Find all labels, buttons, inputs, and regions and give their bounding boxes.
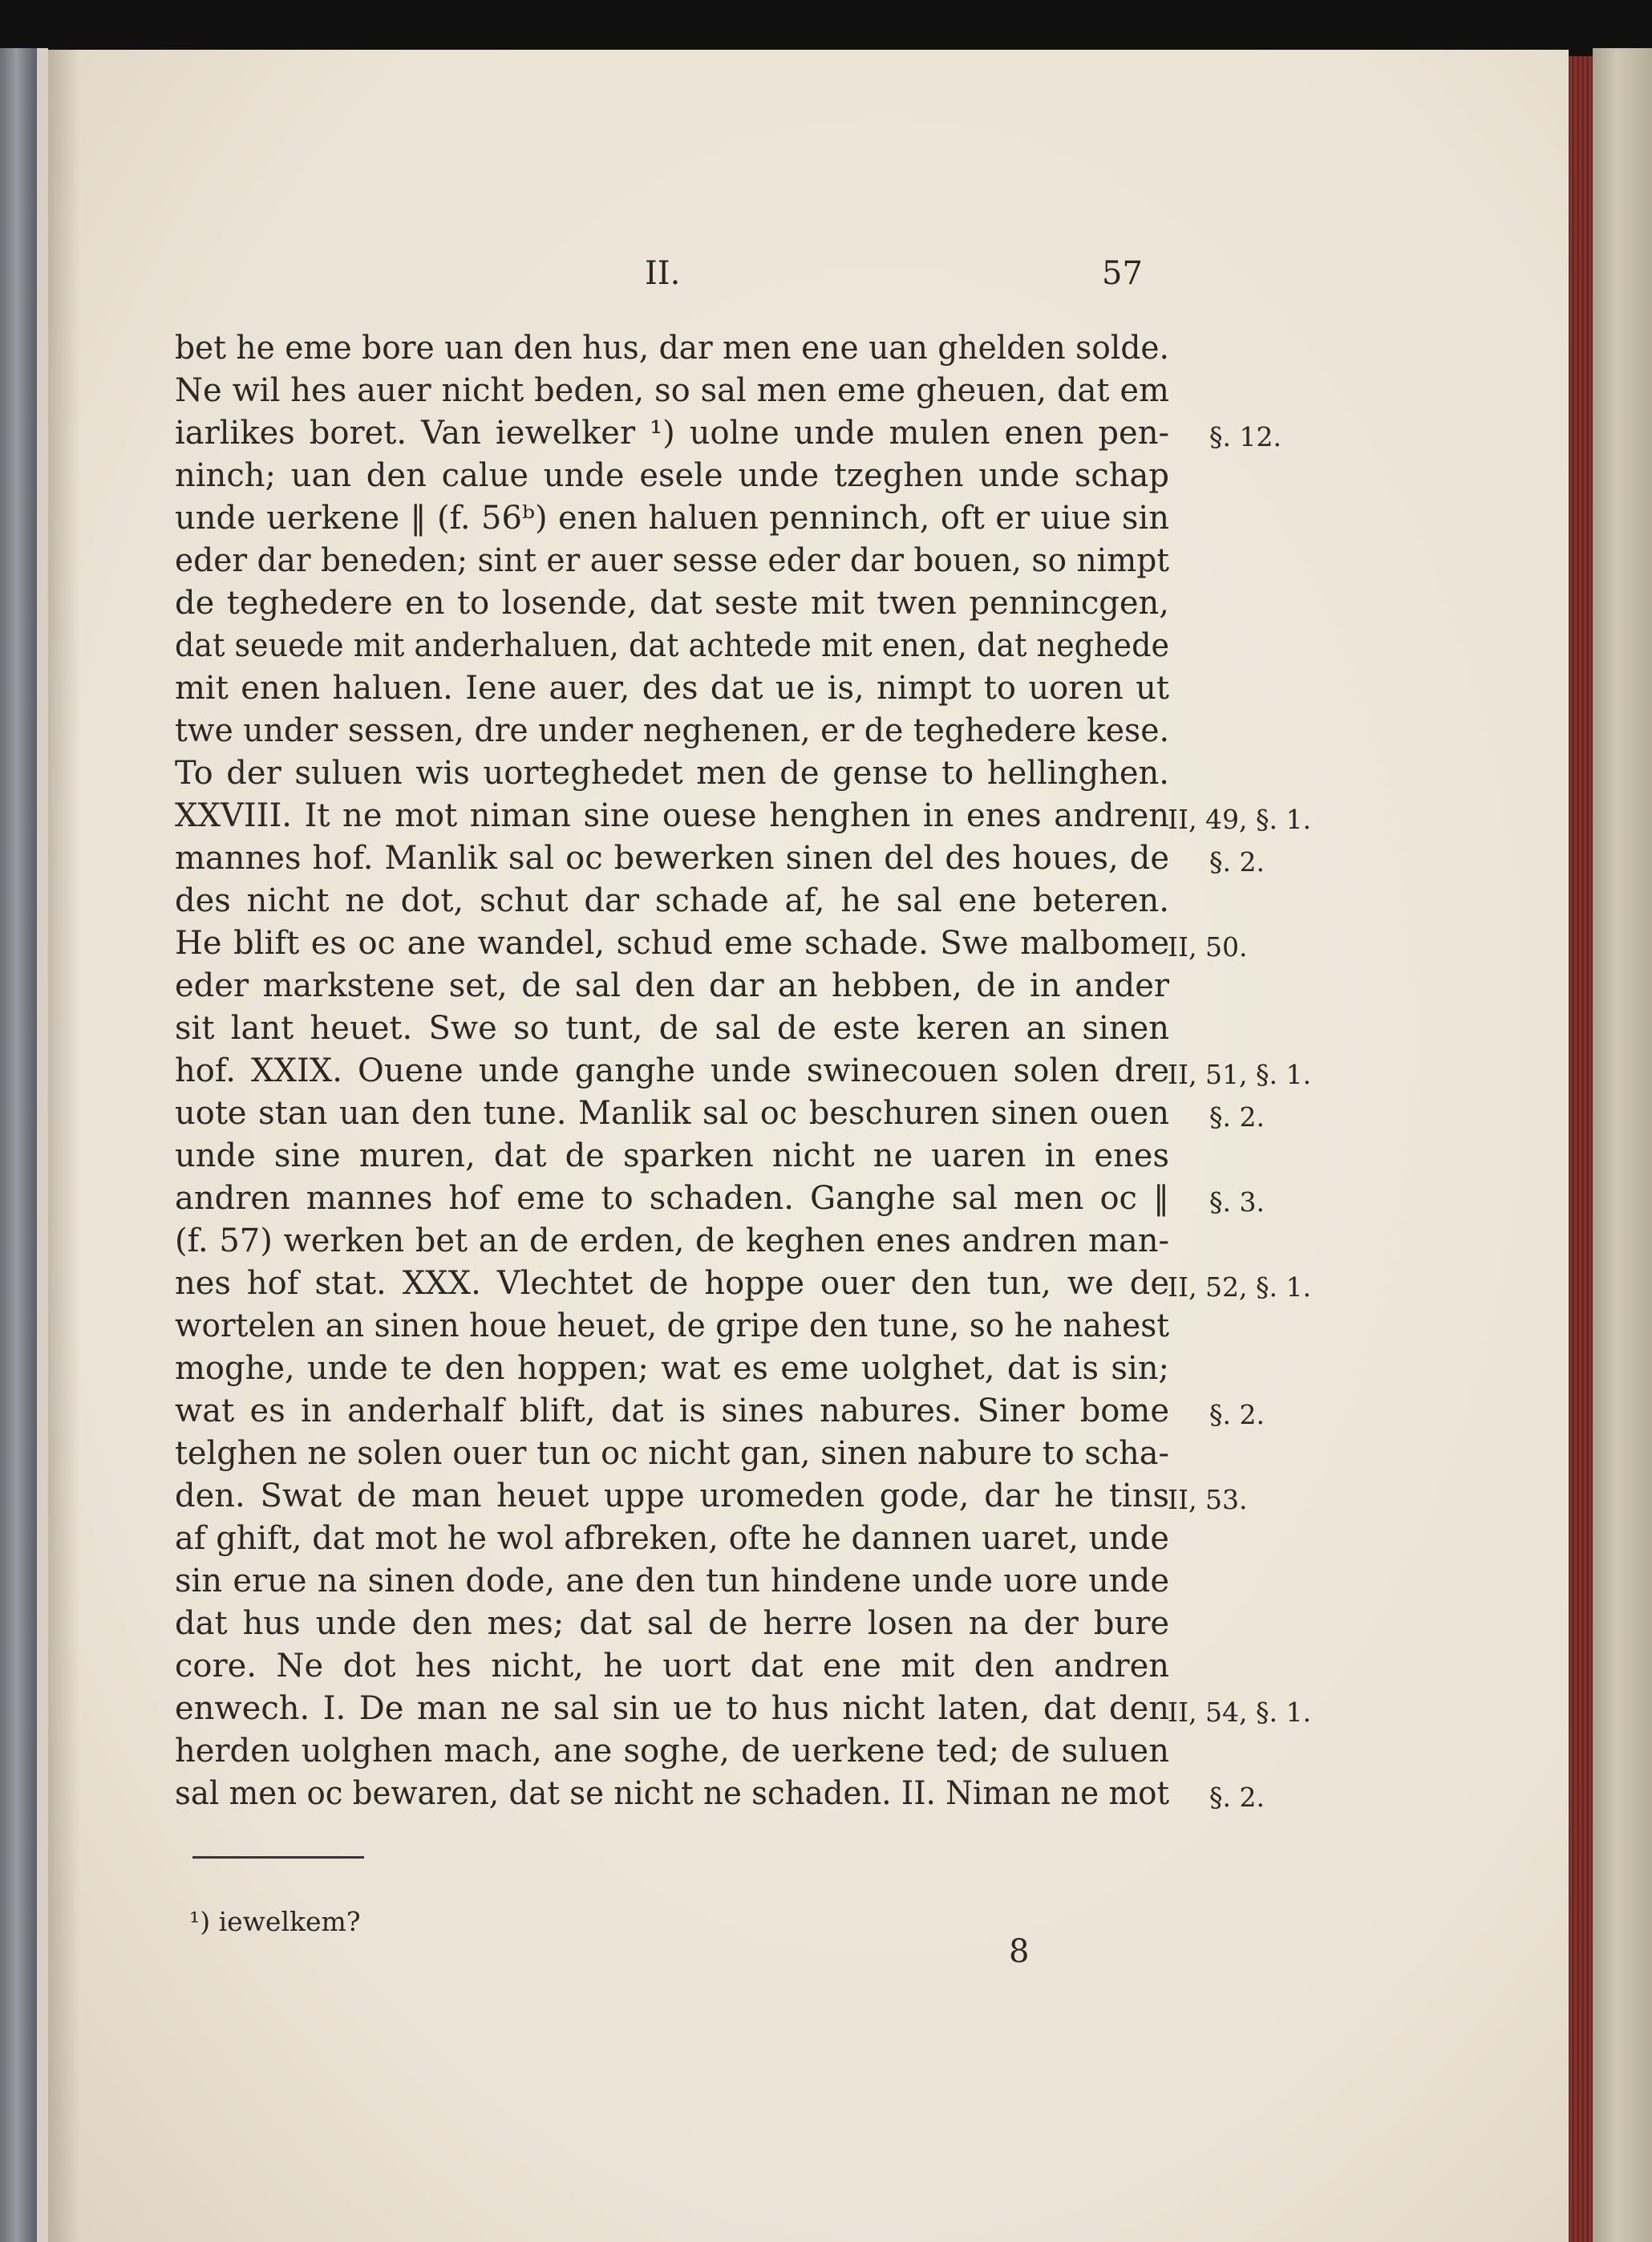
text-line: af ghift, dat mot he wol afbreken, ofte he dannen uaret, unde bbox=[175, 1520, 1169, 1557]
text-line: Ne wil hes auer nicht beden, so sal men eme gheuen, dat em bbox=[175, 372, 1169, 409]
margin-note: §. 2. bbox=[1209, 846, 1265, 878]
text-line: mannes hof. Manlik sal oc bewerken sinen del des houes, de bbox=[175, 840, 1169, 877]
text-line: de teghedere en to losende, dat seste mit twen pennincgen, bbox=[175, 585, 1169, 622]
page-number: 57 bbox=[1102, 255, 1143, 292]
margin-note: §. 3. bbox=[1209, 1186, 1265, 1218]
margin-note: §. 2. bbox=[1209, 1101, 1265, 1133]
text-line: hof. XXIX. Ouene unde ganghe unde swinecouen solen dre bbox=[175, 1052, 1169, 1089]
margin-note: II, 54, §. 1. bbox=[1168, 1697, 1311, 1728]
text-line: sit lant heuet. Swe so tunt, de sal de este keren an sinen bbox=[175, 1010, 1169, 1047]
left-page-edge bbox=[37, 48, 48, 2242]
text-line: mit enen haluen. Iene auer, des dat ue is, nimpt to uoren ut bbox=[175, 670, 1169, 707]
left-book-cover bbox=[0, 48, 37, 2242]
footnote-rule bbox=[192, 1856, 364, 1859]
margin-note: II, 53. bbox=[1168, 1484, 1248, 1515]
text-line: dat hus unde den mes; dat sal de herre losen na der bure bbox=[175, 1605, 1169, 1642]
text-line: unde uerkene ‖ (f. 56ᵇ) enen haluen penninch, oft er uiue sin bbox=[175, 500, 1169, 537]
text-line: core. Ne dot hes nicht, he uort dat ene mit den andren bbox=[175, 1648, 1169, 1685]
text-line: des nicht ne dot, schut dar schade af, he sal ene beteren. bbox=[175, 882, 1169, 919]
text-line: sal men oc bewaren, dat se nicht ne schaden. II. Niman ne mot bbox=[175, 1775, 1169, 1812]
text-line: dat seuede mit anderhaluen, dat achtede mit enen, dat neghede bbox=[175, 627, 1169, 664]
text-line: telghen ne solen ouer tun oc nicht gan, sinen nabure to scha- bbox=[175, 1435, 1169, 1472]
text-line: eder markstene set, de sal den dar an hebben, de in ander bbox=[175, 967, 1169, 1004]
text-line: enwech. I. De man ne sal sin ue to hus nicht laten, dat den bbox=[175, 1690, 1169, 1727]
text-line: wat es in anderhalf blift, dat is sines nabures. Siner bome bbox=[175, 1393, 1169, 1429]
page-edges bbox=[1569, 56, 1593, 2242]
text-line: nes hof stat. XXX. Vlechtet de hoppe ouer den tun, we de bbox=[175, 1265, 1169, 1302]
text-line: (f. 57) werken bet an de erden, de keghen enes andren man- bbox=[175, 1222, 1169, 1259]
running-head-section: II. bbox=[645, 255, 681, 292]
text-line: den. Swat de man heuet uppe uromeden gode, dar he tins bbox=[175, 1478, 1169, 1514]
text-line: bet he eme bore uan den hus, dar men ene uan ghelden solde. bbox=[175, 330, 1169, 367]
text-line: twe under sessen, dre under neghenen, er de teghedere kese. bbox=[175, 712, 1169, 749]
margin-note: II, 51, §. 1. bbox=[1168, 1059, 1311, 1090]
text-line: uote stan uan den tune. Manlik sal oc beschuren sinen ouen bbox=[175, 1095, 1169, 1132]
text-line: eder dar beneden; sint er auer sesse eder dar bouen, so nimpt bbox=[175, 542, 1169, 579]
margin-note: §. 2. bbox=[1209, 1782, 1265, 1813]
gutter-shadow bbox=[48, 50, 80, 2242]
right-book-cover bbox=[1593, 48, 1652, 2242]
text-line: sin erue na sinen dode, ane den tun hindene unde uore unde bbox=[175, 1563, 1169, 1599]
text-line: He blift es oc ane wandel, schud eme schade. Swe malbome bbox=[175, 925, 1169, 962]
text-line: unde sine muren, dat de sparken nicht ne uaren in enes bbox=[175, 1137, 1169, 1174]
text-line: herden uolghen mach, ane soghe, de uerkene ted; de suluen bbox=[175, 1733, 1169, 1770]
text-line: To der suluen wis uorteghedet men de gense to hellinghen. bbox=[175, 755, 1169, 792]
text-line: XXVIII. It ne mot niman sine ouese henghen in enes andren bbox=[175, 797, 1169, 834]
text-line: ninch; uan den calue unde esele unde tzeghen unde schap bbox=[175, 457, 1169, 494]
margin-note: II, 50. bbox=[1168, 931, 1248, 963]
margin-note: II, 52, §. 1. bbox=[1168, 1271, 1311, 1303]
footnote: ¹) iewelkem? bbox=[189, 1906, 361, 1937]
signature-mark: 8 bbox=[1009, 1933, 1030, 1970]
margin-note: §. 2. bbox=[1209, 1399, 1265, 1430]
text-line: andren mannes hof eme to schaden. Ganghe sal men oc ‖ bbox=[175, 1180, 1169, 1217]
text-line: iarlikes boret. Van iewelker ¹) uolne unde mulen enen pen- bbox=[175, 415, 1169, 452]
margin-note: §. 12. bbox=[1209, 421, 1282, 452]
text-line: wortelen an sinen houe heuet, de gripe den tune, so he nahest bbox=[175, 1307, 1169, 1344]
margin-note: II, 49, §. 1. bbox=[1168, 804, 1311, 835]
text-line: moghe, unde te den hoppen; wat es eme uolghet, dat is sin; bbox=[175, 1350, 1169, 1387]
